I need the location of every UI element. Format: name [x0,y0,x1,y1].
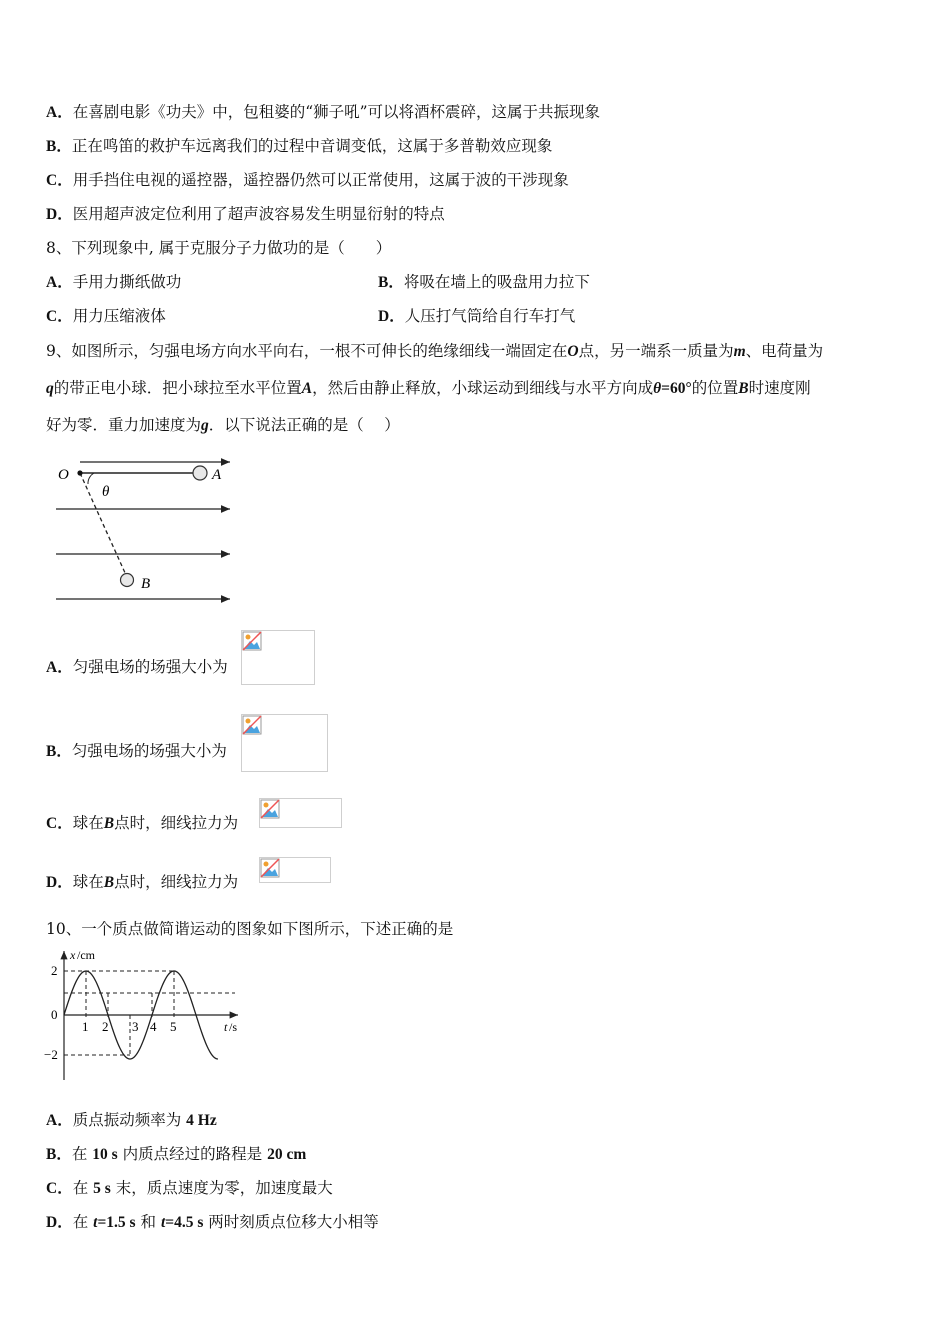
q9-option-d [46,872,238,893]
ball-a [193,466,207,480]
text: 两时刻质点位移大小相等 [203,1213,379,1231]
q10-option-b [46,1144,306,1165]
var-q: q [46,380,54,397]
value: =1.5 s [97,1214,136,1231]
q9-stem-line-1 [46,341,823,362]
x-tick-4: 4 [150,1019,157,1034]
y-tick-2: 2 [51,963,58,978]
option-text: 在喜剧电影《功夫》中，包租婆的“狮子吼”可以将酒杯震碎，这属于共振现象 [72,103,601,121]
label-b: B [141,576,151,592]
q9-stem-line-3 [46,415,400,436]
option-text: 医用超声波定位利用了超声波容易发生明显衍射的特点 [72,205,445,223]
var-m: m [733,343,746,360]
q10-option-c [46,1178,333,1199]
broken-image-icon [242,631,262,651]
q8-option-a [46,272,181,293]
q10-option-a [46,1110,217,1131]
q10-graph [40,945,250,1085]
pivot-point [77,470,82,475]
option-label: C． [46,308,73,325]
q9-option-c [46,813,238,834]
q7-option-b [46,136,552,157]
y-tick-0: 0 [51,1007,58,1022]
x-label-var: t [224,1020,228,1034]
text: 的位置 [691,379,739,397]
value: 5 s [93,1180,111,1197]
q9-option-b [46,741,227,762]
var-b: B [103,874,115,891]
angle-value: =60° [661,380,692,397]
text: 的带正电小球．把小球拉至水平位置 [53,379,302,397]
option-label: B． [378,274,404,291]
var-o: O [567,343,579,360]
value: 4 Hz [186,1112,217,1129]
text: 在 [72,1179,94,1197]
angle-arc [88,473,94,484]
option-label: C． [46,815,73,832]
q7-option-a [46,102,600,123]
formula-image-placeholder [241,630,315,685]
option-text: 将吸在墙上的吸盘用力拉下 [403,273,590,291]
y-tick-neg2: −2 [44,1047,58,1062]
q9-option-a [46,657,228,678]
var-a: A [301,380,313,397]
text: 和 [135,1213,161,1231]
option-text: 匀强电场的场强大小为 [71,742,227,760]
text: 末，质点速度为零，加速度最大 [110,1179,333,1197]
option-label: D． [46,1214,73,1231]
option-text: 用力压缩液体 [72,307,166,325]
text: 球在 [72,814,104,832]
q7-option-c [46,170,569,191]
x-tick-1: 1 [82,1019,89,1034]
y-label-var: x [70,948,76,962]
q9-figure [50,455,240,610]
var-b: B [738,380,749,397]
var-theta: θ [653,380,662,397]
option-label: B． [46,1146,72,1163]
formula-image-placeholder [259,798,342,828]
broken-image-icon [260,799,280,819]
option-label: B． [46,138,72,155]
value: 10 s [92,1146,118,1163]
text: 点时，细线拉力为 [114,814,239,832]
option-label: C． [46,172,73,189]
option-label: A． [46,659,73,676]
var-g: g [201,417,209,434]
value: =4.5 s [165,1214,204,1231]
y-label-unit: /cm [77,948,95,962]
option-label: D． [46,206,73,223]
option-text: 用手挡住电视的遥控器，遥控器仍然可以正常使用，这属于波的干涉现象 [72,171,569,189]
option-text: 人压打气筒给自行车打气 [404,307,576,325]
option-label: A． [46,274,73,291]
formula-image-placeholder [241,714,328,772]
x-tick-5: 5 [170,1019,177,1034]
q8-option-b [378,272,590,293]
label-o: O [58,467,69,483]
option-label: D． [46,874,73,891]
text: ，然后由静止释放，小球运动到细线与水平方向成 [312,379,654,397]
value: 20 cm [267,1146,307,1163]
text: 质点振动频率为 [72,1111,187,1129]
option-label: D． [378,308,405,325]
option-label: C． [46,1180,73,1197]
text: 、电荷量为 [745,342,824,360]
q10-stem: 10、一个质点做简谐运动的图象如下图所示，下述正确的是 [46,920,454,938]
var-t: t [160,1214,166,1231]
broken-image-icon [260,858,280,878]
formula-image-placeholder [259,857,331,883]
option-label: B． [46,743,72,760]
text: 时速度刚 [748,379,811,397]
text: ．以下说法正确的是（ ） [208,416,400,434]
option-text: 手用力撕纸做功 [72,273,182,291]
text: 9、如图所示，匀强电场方向水平向右，一根不可伸长的绝缘细线一端固定在 [46,342,568,360]
var-b: B [103,815,115,832]
option-text: 正在鸣笛的救护车远离我们的过程中音调变低，这属于多普勒效应现象 [71,137,553,155]
q8-stem: 8、下列现象中, 属于克服分子力做功的是（ ） [46,239,392,257]
q8-option-d [378,306,575,327]
x-label-unit: /s [229,1020,238,1034]
text: 在 [72,1213,94,1231]
text: 点时，细线拉力为 [114,873,239,891]
q7-option-d [46,204,445,225]
option-text: 匀强电场的场强大小为 [72,658,228,676]
broken-image-icon [242,715,262,735]
q9-stem-line-2 [46,378,811,399]
var-t: t [93,1214,98,1231]
ball-b [121,574,134,587]
label-theta: θ [102,484,110,500]
text: 好为零．重力加速度为 [46,416,202,434]
text: 在 [71,1145,93,1163]
label-a: A [212,467,222,483]
x-tick-2: 2 [102,1019,109,1034]
q10-option-d [46,1212,379,1233]
q8-option-c [46,306,166,327]
text: 球在 [72,873,104,891]
text: 内质点经过的路程是 [117,1145,268,1163]
option-label: A． [46,1112,73,1129]
option-label: A． [46,104,73,121]
x-tick-3: 3 [132,1019,139,1034]
text: 点，另一端系一质量为 [578,342,734,360]
